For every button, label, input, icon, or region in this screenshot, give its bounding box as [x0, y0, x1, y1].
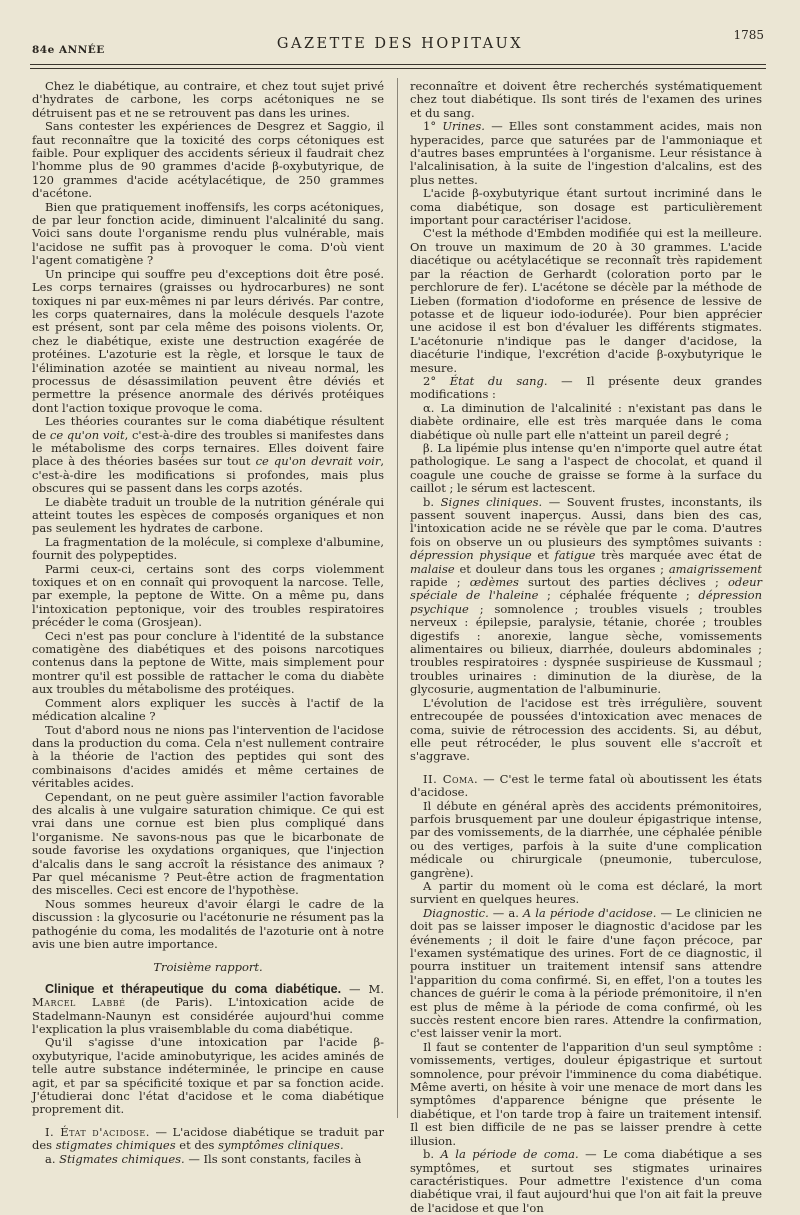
- text-run: — Le coma diabétique a ses symptômes, et surtout ses stigmates urinaires caractéristiques. Pour admettre l'existence d'un coma diabétique vrai, il faut aujourd'hui que l'on ait fait la preuve de l'acidose et que l'on: [410, 1147, 762, 1215]
- paragraph: [410, 1148, 762, 1215]
- paragraph: α. La diminution de l'alcalinité : n'existant pas dans le diabète ordinaire, elle est très marquée dans le coma diabétique où nulle part elle n'atteint un pareil degré ;: [410, 400, 762, 442]
- text-run: — Le clinicien ne doit pas se laisser imposer le diagnostic d'acidose par les événements ; il doit le faire d'une façon précoce, par l'examen systématique des urines. Fort de ce diagnostic, il pourra instituer un traitement intensif sans attendre l'apparition du coma confirmé. Si, en effet, l'on a toutes les chances de guérir le coma à la période prémonitoire, il n'en est plus de même à la période de coma confirmé, où les succès restent encore bien rares. Attendre la confirmation, c'est laisser venir la mort.: [410, 905, 763, 1041]
- paragraph: [410, 120, 762, 187]
- text-run: , c'est-à-dire des troubles si manifestes dans le métabolisme des corps ternaires. Elles doivent faire place à des théories basées sur tout: [32, 427, 385, 469]
- year-label: 84e ANNÉE: [32, 44, 105, 56]
- header-rule-thick: [30, 64, 766, 65]
- page-number: 1785: [733, 28, 764, 42]
- italic-run: ce qu'on devrait voir: [255, 454, 381, 469]
- paragraph: β. La lipémie plus intense qu'en n'importe quel autre état pathologique. Le sang a l'aspect de chocolat, et quand il coagule une couche de graisse se forme à la surface du caillot ; le sérum est lactescent.: [410, 440, 762, 496]
- text-run: (de Paris). L'intoxication acide de Stadelmann-Naunyn est considérée aujourd'hui comme l'explication la plus vraisemblable du coma diabétique.: [32, 995, 384, 1037]
- text-run: ; somnolence ; troubles visuels ; troubles nerveux : épilepsie, paralysie, tétanie, chorée ; troubles digestifs : anorexie, langue sèche, vomissements alimentaires ou bilieux, diarrhée, douleurs abdominales ; troubles respiratoires : dyspnée suspirieuse de Kussmaul ; troubles urinaires : diminution de la diurèse, de la glycosurie, augmentation de l'albuminurie.: [410, 601, 762, 697]
- page-header: [0, 0, 800, 70]
- text-run: ; céphalée fréquente ;: [538, 588, 699, 603]
- paragraph: Tout d'abord nous ne nions pas l'intervention de l'acidose dans la production du coma. Cela n'est nullement contraire à la théorie de l'action des peptides qui sont des combinaisons d'acides amidés et même certaines de véritables acides.: [32, 722, 384, 791]
- italic-run: A la période de coma.: [440, 1147, 579, 1162]
- right-column: [410, 80, 762, 1215]
- paragraph: La fragmentation de la molécule, si complexe d'albumine, fournit des polypeptides.: [32, 534, 384, 563]
- paragraph: Il faut se contenter de l'apparition d'un seul symptôme : vomissements, vertiges, douleur épigastrique et surtout somnolence, pour prévoir l'imminence du coma diabétique. Même averti, on hésite à voir une menace de mort dans les symptômes d'apparence bénigne que présente le diabétique, et l'on tarde trop à faire un traitement intensif. Il est bien difficile de ne pas se laisser prendre à cette illusion.: [410, 1039, 762, 1148]
- paragraph: Ceci n'est pas pour conclure à l'identité de la substance comatigène des diabétiques et des poisons narcotiques contenus dans la peptone de Witte, mais simplement pour montrer qu'il est possible de rattacher le coma du diabète aux troubles du métabolisme des protéiques.: [32, 628, 384, 697]
- text-run: — Elles sont constamment acides, mais non hyperacides, parce que saturées par de l'ammoniaque et d'autres bases empruntées à l'organisme. Leur résistance à l'alcalinisation, à la suite de l'ingestion d'alcalins, est des plus nettes.: [410, 119, 762, 187]
- subsection-label: I. État d'acidose.: [45, 1124, 150, 1139]
- subsection-paragraph: [32, 1126, 384, 1153]
- paragraph: [32, 1153, 384, 1166]
- paragraph: Un principe qui souffre peu d'exceptions doit être posé. Les corps ternaires (graisses ou hydrocarbures) ne sont toxiques ni par eux-mêmes ni par leurs dérivés. Par contre, les corps quaternaires, dans la molécule desquels l'azote est présent, sont par cela même des poisons violents. Or, chez le diabétique, existe une destruction exagérée de protéines. L'azoturie est la règle, et lorsque le taux de l'élimination azotée se maintient au niveau normal, les processus de désassimilation peuvent être déviés et permettre la présence anormale des dérivés protéiques dont l'action toxique provoque le coma.: [32, 266, 384, 415]
- paragraph: Bien que pratiquement inoffensifs, les corps acétoniques, de par leur fonction acide, diminuent l'alcalinité du sang. Voici sans doute l'organisme rendu plus vulnérable, mais l'acidose ne suffit pas à provoquer le coma. D'où vient l'agent comatigène ?: [32, 199, 384, 268]
- italic-run: Urines.: [442, 119, 485, 134]
- journal-title: GAZETTE DES HOPITAUX: [276, 36, 524, 52]
- text-run: — a.: [488, 905, 523, 920]
- paragraph: L'évolution de l'acidose est très irrégulière, souvent entrecoupée de poussées d'intoxication avec menaces de coma, suivie de rétrocession des accidents. Si, au début, elle peut rétrocéder, le plus souvent elle s'accroît et s'aggrave.: [410, 695, 762, 764]
- text-run: b.: [423, 1147, 441, 1162]
- paragraph: Cependant, on ne peut guère assimiler l'action favorable des alcalis à une vulgaire saturation chimique. Ce qui est vrai dans une cornue est bien plus compliqué dans l'organisme. Ne savons-nous pas que le bicarbonate de soude favorise les oxydations organiques, que l'injection d'alcalis dans le sang accroît la résistance des animaux ? Par quel mécanisme ? Peut-être action de fragmentation des miscelles. Ceci est encore de l'hypothèse.: [32, 789, 384, 898]
- italic-run: Stigmates chimiques.: [59, 1151, 185, 1166]
- paragraph: Qu'il s'agisse d'une intoxication par l'acide β-oxybutyrique, l'acide aminobutyrique, les acides aminés de telle autre substance indéterminée, le principe en cause agit, et par sa spécificité toxique et par sa fonction acide. J'étudierai donc l'état d'acidose et le coma diabétique proprement dit.: [32, 1035, 384, 1117]
- italic-run: ce qu'on voit: [49, 427, 125, 442]
- section-label: Troisième rapport.: [153, 960, 263, 975]
- text-run: — M.: [341, 981, 384, 996]
- text-run: et: [531, 548, 555, 563]
- text-run: rapide ;: [410, 575, 470, 590]
- italic-run: fatigue: [554, 548, 596, 563]
- text-run: — L'acidose diabétique se traduit par des: [32, 1124, 385, 1153]
- italic-run: odeur spéciale de l'haleine: [410, 575, 762, 603]
- clinical-heading-paragraph: [32, 983, 384, 1037]
- header-rule-thin: [30, 68, 766, 69]
- italic-run: malaise: [410, 561, 455, 576]
- author-name: Marcel Labbé: [32, 995, 126, 1010]
- paragraph: Comment alors expliquer les succès à l'actif de la médication alcaline ?: [32, 695, 384, 724]
- italic-run: Signes cliniques.: [440, 494, 543, 509]
- subsection-paragraph: [410, 773, 762, 800]
- paragraph: [410, 907, 762, 1041]
- paragraph: [410, 375, 762, 402]
- subsection-label: II. Coma.: [423, 771, 479, 786]
- paragraph: [410, 496, 762, 697]
- text-run: — C'est le terme fatal où aboutissent les états d'acidose.: [410, 771, 762, 800]
- paragraph: Il débute en général après des accidents prémonitoires, parfois brusquement par une douleur épigastrique intense, par des vomissements, de la diarrhée, une céphalée pénible ou des vertiges, parfois à la suite d'une complication médicale ou chirurgicale (pneumonie, tuberculose, gangrène).: [410, 798, 762, 880]
- text-run: 1°: [423, 119, 443, 134]
- paragraph: reconnaître et doivent être recherchés systématiquement chez tout diabétique. Ils sont tirés de l'examen des urines et du sang.: [410, 79, 762, 120]
- paragraph: L'acide β-oxybutyrique étant surtout incriminé dans le coma diabétique, son dosage est particulièrement important pour caractériser l'acidose.: [410, 186, 762, 228]
- section-heading: Clinique et thérapeutique du coma diabétique.: [45, 981, 342, 996]
- paragraph: Parmi ceux-ci, certains sont des corps violemment toxiques et on en connaît qui provoquent la narcose. Telle, par exemple, la peptone de Witte. On a même pu, dans l'intoxication peptonique, voir des troubles respiratoires précéder le coma (Grosjean).: [32, 561, 384, 630]
- italic-run: dépression physique: [410, 548, 532, 563]
- column-divider: [397, 78, 398, 1118]
- text-run: très marquée avec état de: [595, 548, 762, 563]
- italic-run: A la période d'acidose.: [522, 905, 657, 920]
- italic-run: amaigrissement: [668, 561, 762, 576]
- italic-run: État du sang.: [449, 373, 548, 388]
- text-run: surtout des parties déclives ;: [518, 575, 728, 590]
- italic-run: œdèmes: [469, 575, 519, 590]
- paragraph: [32, 415, 384, 495]
- italic-run: stigmates chimiques: [55, 1138, 176, 1153]
- text-run: a.: [45, 1151, 60, 1166]
- text-run: Les théories courantes sur le coma diabétique résultent de: [32, 414, 384, 442]
- italic-run: Diagnostic.: [423, 905, 489, 920]
- text-run: 2°: [423, 373, 450, 388]
- italic-run: dépression psychique: [410, 588, 763, 616]
- paragraph: Sans contester les expériences de Desgrez et Saggio, il faut reconnaître que la toxicité des corps cétoniques est faible. Pour expliquer des accidents sérieux il faudrait chez l'homme plus de 90 grammes d'acide β-oxybutyrique, de 120 grammes d'acide acétylacétique, de 250 grammes d'acétone.: [32, 119, 384, 201]
- paragraph: A partir du moment où le coma est déclaré, la mort survient en quelques heures.: [410, 878, 762, 907]
- text-run: et douleur dans tous les organes ;: [454, 561, 669, 576]
- italic-run: symptômes cliniques.: [218, 1138, 344, 1153]
- paragraph: Chez le diabétique, au contraire, et chez tout sujet privé d'hydrates de carbone, les corps acétoniques ne se détruisent pas et ne se retrouvent pas dans les urines.: [32, 79, 384, 120]
- paragraph: C'est la méthode d'Embden modifiée qui est la meilleure. On trouve un maximum de 20 à 30 grammes. L'acide diacétique ou acétylacétique se reconnaît très rapidement par la réaction de Gerhardt (coloration porto par le perchlorure de fer). L'acétone se décèle par la méthode de Lieben (formation d'iodoforme en présence de lessive de potasse et de liqueur iodo-iodurée). Pour bien apprécier une acidose il est bon d'évaluer les différents stigmates. L'acétonurie n'indique pas le danger d'acidose, la diacéturie l'indique, l'excrétion d'acide β-oxybutyrique le mesure.: [410, 226, 762, 375]
- text-run: , c'est-à-dire les modifications si profondes, mais plus obscures qui se passent dans les corps azotés.: [32, 454, 384, 496]
- text-run: — Souvent frustes, inconstants, ils passent souvent inaperçus. Aussi, dans bien des cas, l'intoxication acide ne se révèle que par le coma. D'autres fois on observe un ou plusieurs des symptômes suivants :: [410, 494, 762, 549]
- text-run: b.: [423, 494, 441, 509]
- left-column: [32, 80, 384, 1166]
- text-run: — Ils sont constants, faciles à: [184, 1151, 362, 1166]
- text-run: et des: [175, 1138, 219, 1153]
- paragraph: Le diabète traduit un trouble de la nutrition générale qui atteint toutes les espèces de composés organiques et non pas seulement les hydrates de carbone.: [32, 494, 384, 536]
- paragraph: Nous sommes heureux d'avoir élargi le cadre de la discussion : la glycosurie ou l'acétonurie ne résument pas la pathogénie du coma, les modalités de l'azoturie ont à notre avis une bien autre importance.: [32, 896, 384, 951]
- text-run: — Il présente deux grandes modifications :: [410, 373, 762, 402]
